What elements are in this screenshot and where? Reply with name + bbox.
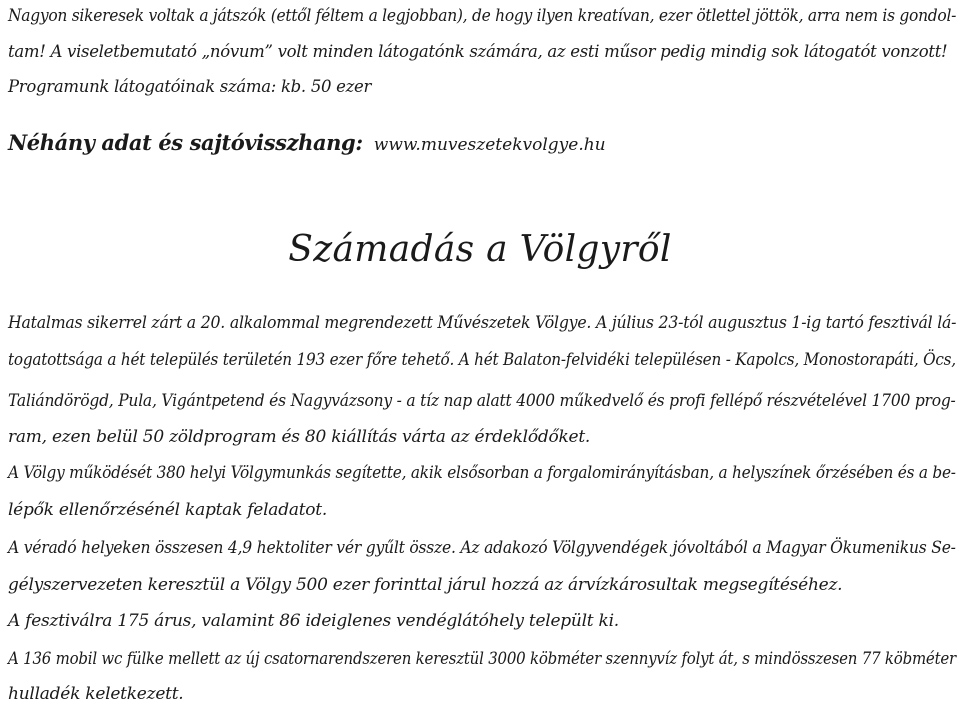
- section-heading: Néhány adat és sajtóvisszhang:: [8, 130, 363, 155]
- article-line-5: A Völgy működését 380 helyi Völgymunkás segítette, akik elsősorban a forgalomirányításban, a helyszínek őrzésében és a be-: [8, 463, 956, 483]
- article-line-8: gélyszervezeten keresztül a Völgy 500 ezer forinttal járul hozzá az árvízkárosultak megsegítéséhez.: [8, 575, 843, 595]
- article-line-3: Taliándörögd, Pula, Vigántpetend és Nagyvázsony - a tíz nap alatt 4000 műkedvelő és profi fellépő részvételével 1700 prog-: [8, 391, 956, 411]
- article-line-2: togatottsága a hét település területén 193 ezer főre tehető. A hét Balaton-felvidéki településen - Kapolcs, Monostorapáti, Öcs,: [8, 350, 956, 370]
- article-line-6: lépők ellenőrzésénél kaptak feladatot.: [8, 500, 328, 520]
- article-line-4: ram, ezen belül 50 zöldprogram és 80 kiállítás várta az érdeklődőket.: [8, 427, 591, 447]
- intro-line-3: Programunk látogatóinak száma: kb. 50 ezer: [8, 77, 372, 96]
- article-line-11: hulladék keletkezett.: [8, 684, 184, 704]
- website-link[interactable]: www.muveszetekvolgye.hu: [373, 135, 606, 155]
- article-line-10: A 136 mobil wc fülke mellett az új csatornarendszeren keresztül 3000 köbméter szennyvíz folyt át, s mindösszesen 77 köbméter: [8, 649, 956, 669]
- intro-line-1: Nagyon sikeresek voltak a játszók (ettől féltem a legjobban), de hogy ilyen kreatívan, ezer ötlettel jöttök, arra nem is gondol-: [8, 6, 957, 25]
- intro-line-2: tam! A viseletbemutató „nóvum” volt minden látogatónk számára, az esti műsor pedig mindig sok látogatót vonzott!: [8, 42, 948, 61]
- article-line-9: A fesztiválra 175 árus, valamint 86 ideiglenes vendéglátóhely települt ki.: [8, 611, 619, 631]
- article-title: Számadás a Völgyről: [288, 229, 672, 270]
- article-line-7: A véradó helyeken összesen 4,9 hektoliter vér gyűlt össze. Az adakozó Völgyvendégek jóvoltából a Magyar Ökumenikus Se-: [8, 538, 956, 558]
- article-line-1: Hatalmas sikerrel zárt a 20. alkalommal megrendezett Művészetek Völgye. A július 23-tól augusztus 1-ig tartó fesztivál lá-: [8, 313, 957, 333]
- section-header: [8, 130, 606, 155]
